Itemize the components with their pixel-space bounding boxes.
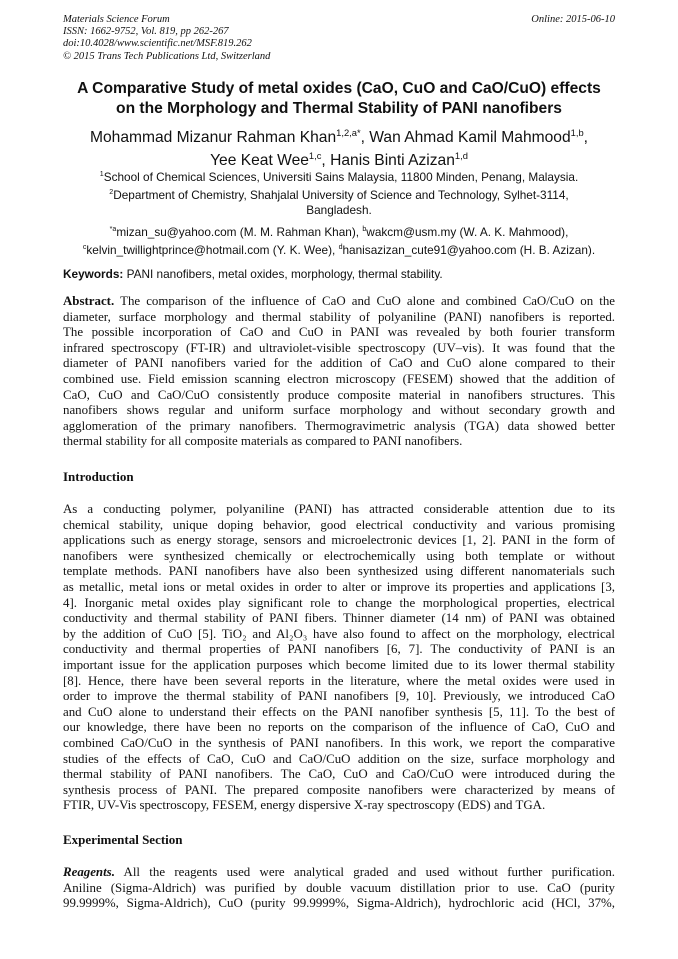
abstract-label: Abstract. <box>63 294 115 308</box>
experimental-text: All the reagents used were analytical graded and used without further purification. <box>114 865 615 879</box>
author-sup: 1,2,a* <box>336 128 361 138</box>
author: Yee Keat Wee <box>210 152 309 170</box>
author: , Hanis Binti Azizan <box>321 152 455 170</box>
abstract-line: The possible incorporation of CaO and CuO in PANI was revealed by both fourier transform <box>63 325 615 340</box>
abstract-line: diameter of PANI nanofibers varied for the addition of CaO and CuO alone compared to their <box>63 356 615 371</box>
introduction-line: synthesis process of PANI. The prepared composite nanofibers were characterized by means of <box>63 782 615 797</box>
author-sup: 1,d <box>454 151 468 162</box>
introduction-line: chemical stability, unique doping behavior, good electrical conductivity and various promising <box>63 517 615 532</box>
author-sup: 1,c <box>308 151 322 162</box>
journal-info <box>63 14 270 63</box>
introduction-line: our knowledge, there have been no reports on the comparison of the influence of CaO, CuO and <box>63 720 615 735</box>
abstract-line: agglomeration of the primary nanofibers. Thermogravimetric analysis (TGA) data showed better <box>63 418 615 433</box>
title-line: A Comparative Study of metal oxides (CaO, CuO and CaO/CuO) effects <box>77 80 601 97</box>
online-date: Online: 2015-06-10 <box>531 14 615 25</box>
introduction-heading: Introduction <box>63 469 134 484</box>
introduction-line: [8]. Hence, there have been several reports in the literature, where the metal oxides were used in <box>63 673 615 688</box>
aff-sup: 2 <box>109 187 114 196</box>
journal-name: Materials Science Forum <box>63 14 170 25</box>
emails <box>40 222 638 258</box>
abstract <box>63 294 615 450</box>
introduction-line: conductivity and thermal properties of PANI nanofibers [6, 7]. The conductivity of PANI is an <box>63 642 615 657</box>
email-sup: c <box>82 242 87 251</box>
introduction-body <box>63 502 615 814</box>
experimental-line <box>63 865 615 881</box>
introduction-line: as metallic, metal ions or metal oxides in order to alter or improve its properties and applications [3, <box>63 579 615 594</box>
experimental-body <box>63 865 615 912</box>
issn: ISSN: 1662-9752, Vol. 819, pp 262-267 <box>63 26 229 38</box>
author: Mohammad Mizanur Rahman Khan <box>89 129 337 147</box>
abstract-line: thermal stability for all composite materials as compared to PANI nanofibers. <box>63 434 463 449</box>
introduction-line: nanofibers were synthesized chemically or electrochemically using both template or without <box>63 548 615 563</box>
abstract-line: combined use. Field emission scanning electron microscopy (FESEM) showed that the addition of <box>63 371 615 386</box>
title-line: on the Morphology and Thermal Stability of PANI nanofibers <box>116 99 562 117</box>
abstract-line: nanofibers shows regular and uniform surface morphology and without secondary growth and <box>63 403 615 418</box>
authors: Mohammad Mizanur Rahman Khan$^{1,2,a*}$, Wan Ahmad Kamil Mahmood$^{1,b}$, Yee Keat Wee$^{1,c}$, Hanis Binti Azizan$^{1,d}$ <box>89 128 588 170</box>
introduction-line: by the addition of CuO [5]. TiO₂ and Al₂O₃ have also found to affect on the morphology, electrical <box>63 626 615 641</box>
introduction-line: As a conducting polymer, polyaniline (PANI) has attracted considerable attention due to its <box>63 502 615 516</box>
abstract-line: diameter, surface morphology and thermal stability of polyaniline (PANI) nanofibers is reported. <box>63 309 615 324</box>
email-sup: *a <box>109 225 117 233</box>
author-sup: 1,b <box>570 128 584 138</box>
doi: doi:10.4028/www.scientific.net/MSF.819.262 <box>63 38 252 50</box>
email: kelvin_twillightprince@hotmail.com (Y. K. Wee), <box>86 242 339 257</box>
introduction-line: FTIR, UV-Vis spectroscopy, FESEM, energy dispersive X-ray spectroscopy (EDS) and TGA. <box>63 798 546 813</box>
experimental-line: Aniline (Sigma-Aldrich) was purified by double vacuum distillation prior to use. CaO (purity <box>63 880 615 895</box>
copyright: © 2015 Trans Tech Publications Ltd, Switzerland <box>63 50 271 62</box>
introduction-line: 4]. Inorganic metal oxides play significant role to change the morphological properties, electrical <box>63 595 615 610</box>
email: mizan_su@yahoo.com (M. M. Rahman Khan), <box>116 224 363 239</box>
abstract-line: CaO, CuO and CaO/CuO consistently produce composite material in nanofibers structures. This <box>63 387 615 402</box>
affiliation: School of Chemical Sciences, Universiti Sains Malaysia, 11800 Minden, Penang, Malaysia. <box>103 169 579 184</box>
paper-title <box>40 79 638 118</box>
affiliations <box>40 167 638 218</box>
email: hanisazizan_cute91@yahoo.com (H. B. Azizan). <box>342 242 596 257</box>
introduction-line: studies of the effects of CaO, CuO and CaO/CuO addition on the size, surface morphology and <box>63 751 615 766</box>
affiliation: Bangladesh. <box>306 202 372 217</box>
keywords-label: Keywords: <box>63 267 124 281</box>
keywords <box>63 267 443 281</box>
introduction-line: thermal stability of PANI nanofibers. The CaO, CuO and CaO/CuO were introduced during the <box>63 767 615 782</box>
abstract-line <box>63 294 615 310</box>
keywords-text: PANI nanofibers, metal oxides, morphology, thermal stability. <box>123 267 443 281</box>
introduction-line: applications such as energy storage, sensors and microelectronic devices [1, 2]. PANI in the form of <box>63 533 615 548</box>
experimental-heading: Experimental Section <box>63 832 183 847</box>
introduction-line: and CuO alone to understand their effects on the PANI nanofiber synthesis [5, 11]. To the best of <box>63 704 615 719</box>
introduction-line: important issue for the application purposes which become limited due to its lower thermal stability <box>63 657 615 672</box>
reagents-label: Reagents. <box>63 865 115 879</box>
introduction-line: order to improve the thermal stability of PANI nanofibers [9, 10]. Previously, we introduced CaO <box>63 689 615 704</box>
email-sup: b <box>362 225 367 233</box>
abstract-text: The comparison of the influence of CaO and CuO alone and combined CaO/CuO on the <box>114 294 615 308</box>
author: , Wan Ahmad Kamil Mahmood <box>360 129 571 147</box>
introduction-line: conductivity and thermal stability of PANI fibers. Thinner diameter (14 nm) of PANI was obtained <box>63 611 615 626</box>
introduction-line: template methods. PANI nanofibers have also been synthesized using different nanomaterials such <box>63 564 615 579</box>
abstract-line: infrared spectroscopy (FT-IR) and ultraviolet-visible spectroscopy (UV–vis). It was found that the <box>63 340 615 355</box>
introduction-line: combined CaO/CuO in the synthesis of PANI nanofibers. In this work, we report the comparative <box>63 735 615 750</box>
email-sup: d <box>338 242 343 251</box>
aff-sup: 1 <box>99 170 104 178</box>
experimental-line: 99.9999%, Sigma-Aldrich), CuO (purity 99.9999%, Sigma-Aldrich), hydrochloric acid (HCl, 37%, <box>63 896 615 911</box>
affiliation: Department of Chemistry, Shahjalal University of Science and Technology, Sylhet-3114, <box>113 187 569 202</box>
email: wakcm@usm.my (W. A. K. Mahmood), <box>366 224 569 239</box>
